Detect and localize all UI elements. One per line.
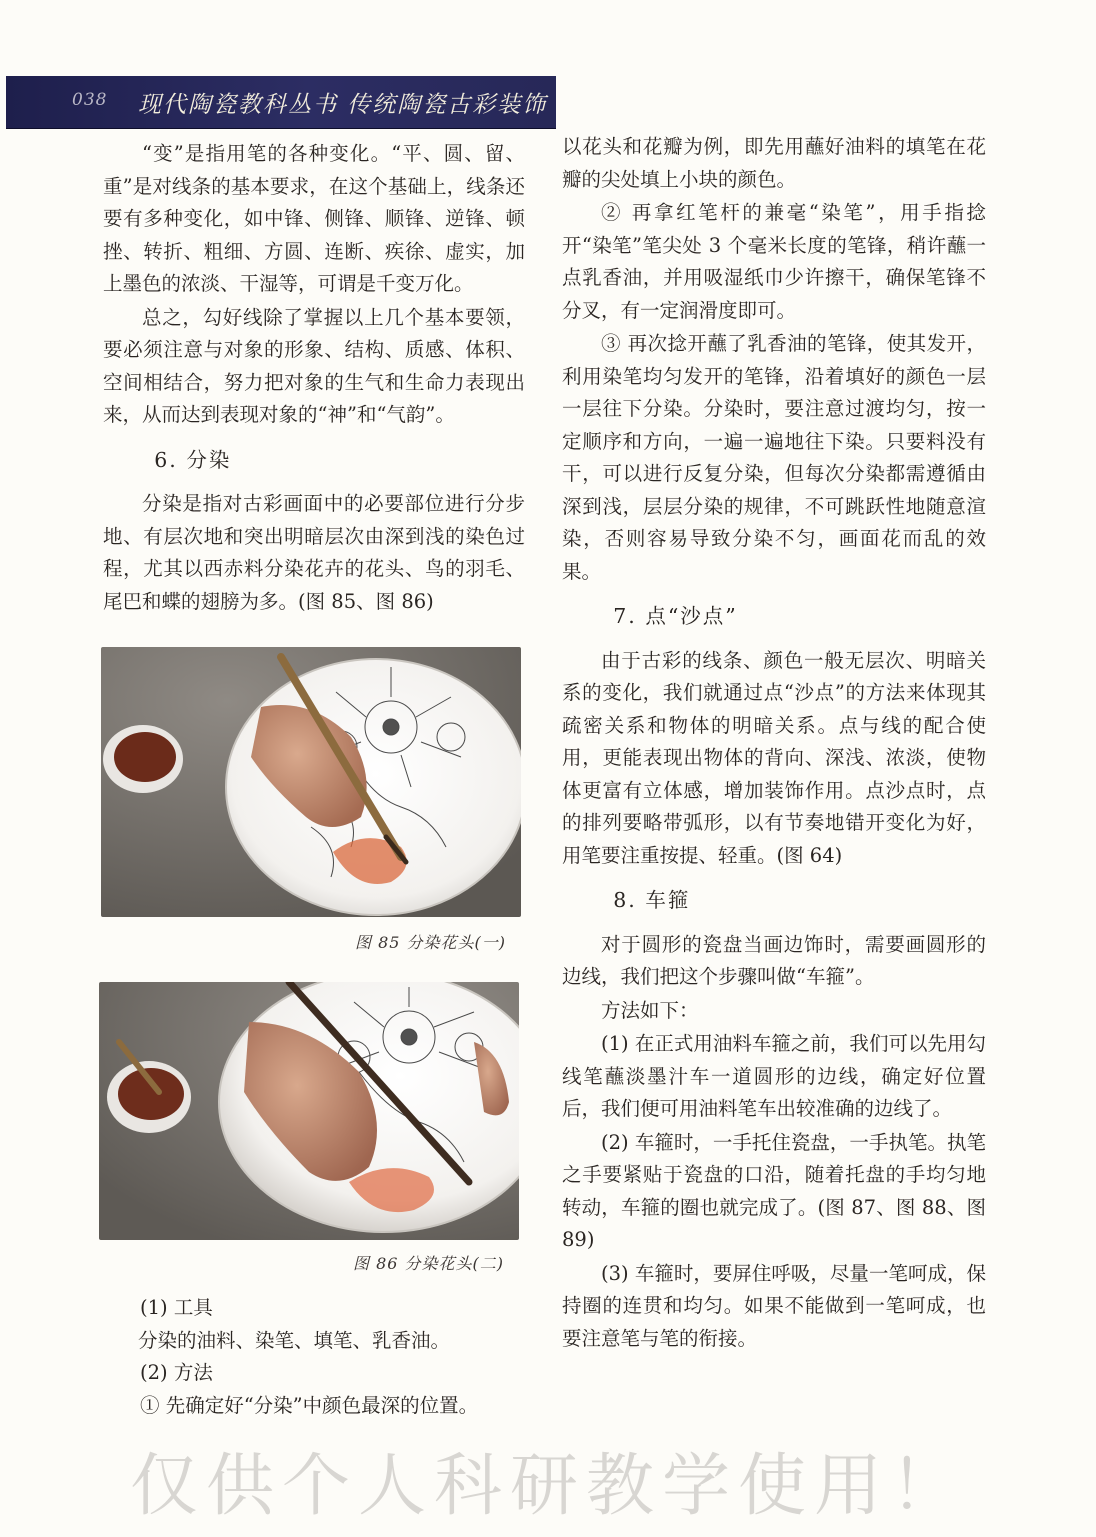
tool-heading: (1) 工具 [140,1296,213,1319]
figure-85-caption: 图 85 分染花头(一) [355,933,507,952]
paragraph: ② 再拿红笔杆的兼毫“染笔”，用手指捻开“染笔”笔尖处 3 个毫米长度的笔锋，稍许蘸一点乳香油，并用吸湿纸巾少许擦干，确保笔锋不分叉，有一定润滑度即可。 [562,201,986,322]
paragraph: (3) 车箍时，要屏住呼吸，尽量一笔呵成，保持圈的连贯和均匀。如果不能做到一笔呵成，也要注意笔与笔的衔接。 [562,1261,986,1350]
paragraph: 对于圆形的瓷盘当画边饰时，需要画圆形的边线，我们把这个步骤叫做“车箍”。 [562,932,986,988]
left-column [103,138,525,619]
figure-86-caption: 图 86 分染花头(二) [353,1254,505,1273]
series-title: 现代陶瓷教科丛书 传统陶瓷古彩装饰 [138,92,548,118]
figure-86-photo [99,982,519,1240]
right-column [562,131,986,1356]
paragraph: 分染是指对古彩画面中的必要部位进行分步地、有层次地和突出明暗层次由深到浅的染色过程，尤其以西赤料分染花卉的花头、鸟的羽毛、尾巴和蝶的翅膀为多。(图 85、图 86) [103,492,525,613]
paragraph: 由于古彩的线条、颜色一般无层次、明暗关系的变化，我们就通过点“沙点”的方法来体现其疏密关系和物体的明暗关系。点与线的配合使用，更能表现出物体的背向、深浅、浓淡，使物体更富有立体感，增加装饰作用。点沙点时，点的排列要略带弧形，以有节奏地错开变化为好，用笔要注重按提、轻重。(图 64) [562,648,986,867]
section-heading-6: 6. 分染 [154,447,232,472]
section-heading-7: 7. 点“沙点” [613,604,738,628]
paragraph: (1) 在正式用油料车箍之前，我们可以先用勾线笔蘸淡墨汁车一道圆形的边线，确定好位置后，我们便可用油料笔车出较准确的边线了。 [562,1032,986,1120]
tool-text: 分染的油料、染笔、填笔、乳香油。 [138,1328,451,1352]
tools-methods-list [140,1292,540,1422]
paragraph: “变”是指用笔的各种变化。“平、圆、留、重”是对线条的基本要求，在这个基础上，线条还要有多种变化，如中锋、侧锋、顺锋、逆锋、顿挫、转折、粗细、方圆、连断、疾徐、虚实，加上墨色的浓淡、干湿等，可谓是千变万化。 [103,142,525,295]
paragraph: 方法如下： [601,998,699,1022]
paragraph: 总之，勾好线除了掌握以上几个基本要领，要必须注意与对象的形象、结构、质感、体积、空间相结合，努力把对象的生气和生命力表现出来，从而达到表现对象的“神”和“气韵”。 [103,305,525,426]
paragraph: (2) 车箍时，一手托住瓷盘，一手执笔。执笔之手要紧贴于瓷盘的口沿，随着托盘的手均匀地转动，车箍的圈也就完成了。(图 87、图 88、图 89) [562,1130,986,1251]
method-step-1: ① 先确定好“分染”中颜色最深的位置。 [140,1393,479,1417]
section-heading-8: 8. 车箍 [613,888,691,912]
figure-85-photo [101,647,521,917]
method-heading: (2) 方法 [140,1361,213,1384]
watermark: 仅供个人科研教学使用！ [129,1447,966,1526]
header-banner [6,76,556,128]
paragraph: 以花头和花瓣为例，即先用蘸好油料的填笔在花瓣的尖处填上小块的颜色。 [562,135,986,191]
paragraph: ③ 再次捻开蘸了乳香油的笔锋，使其发开，利用染笔均匀发开的笔锋，沿着填好的颜色一层一层往下分染。分染时，要注意过渡均匀，按一定顺序和方向，一遍一遍地往下染。只要料没有干，可以进行反复分染，但每次分染都需遵循由深到浅，层层分染的规律，不可跳跃性地随意渲染，否则容易导致分染不匀，画面花而乱的效果。 [562,332,986,583]
page-number: 038 [72,90,108,110]
